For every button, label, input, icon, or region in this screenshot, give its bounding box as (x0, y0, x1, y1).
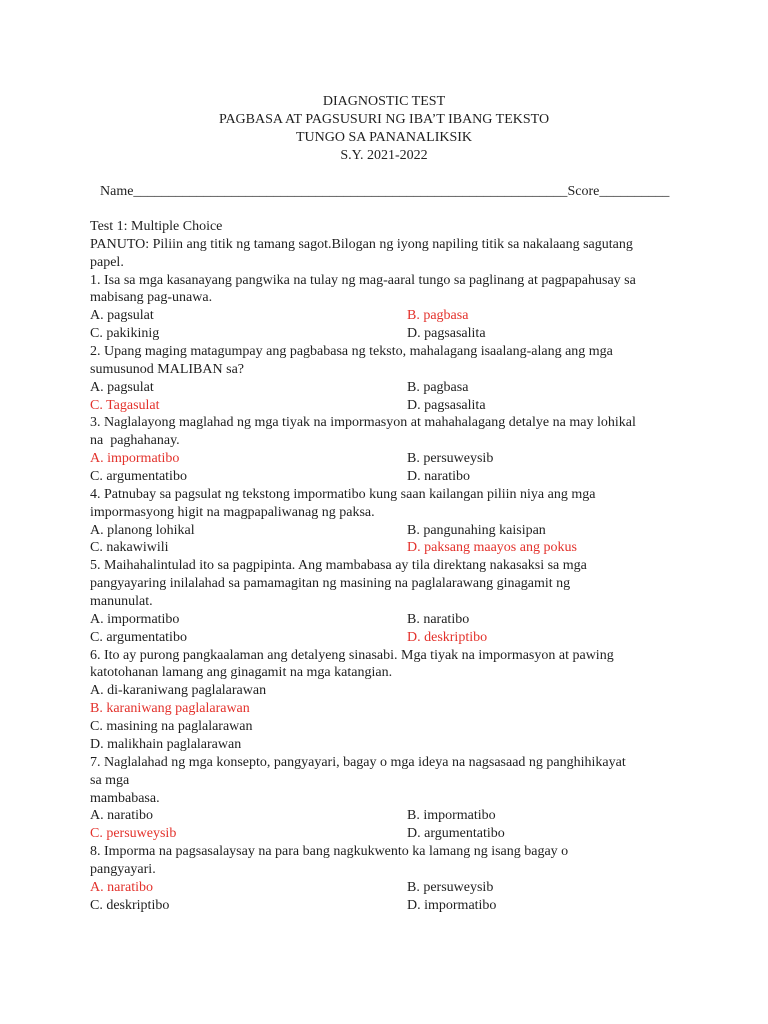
question-stem: sa mga (90, 772, 130, 788)
choice-d: D. paksang maayos ang pokus (407, 540, 577, 556)
answer-choices (90, 879, 730, 915)
choice-c: C. argumentatibo (90, 629, 187, 645)
section-title: Test 1: Multiple Choice (90, 219, 223, 234)
choice-d: D. pagsasalita (407, 326, 486, 342)
question-6 (90, 647, 730, 754)
score-field: Score__________ (567, 184, 670, 199)
instructions-line: PANUTO: Piliin ang titik ng tamang sagot.Bilogan ng iyong napiling titik sa nakalaang sagutang (90, 236, 633, 252)
choice-c: C. masining na paglalarawan (90, 719, 253, 735)
question-4 (90, 486, 730, 557)
test-title: DIAGNOSTIC TEST (322, 94, 446, 109)
choice-a: A. pagsulat (90, 379, 154, 395)
question-stem: 6. Ito ay purong pangkaalaman ang detalyeng sinasabi. Mga tiyak na impormasyon at pawing (90, 647, 614, 663)
choice-a: A. impormatibo (90, 611, 180, 627)
subtitle: TUNGO SA PANANALIKSIK (295, 129, 473, 145)
question-7 (90, 754, 730, 843)
document-header (0, 93, 768, 164)
question-stem: pangyayaring inilalahad sa pamamagitan ng masining na paglalarawang ginagamit ng (90, 576, 571, 592)
choice-c: C. persuweysib (90, 826, 177, 842)
answer-choices (90, 682, 730, 753)
question-stem: manunulat. (90, 594, 153, 610)
question-8 (90, 843, 730, 914)
choice-b: B. impormatibo (407, 808, 496, 824)
choice-b: B. karaniwang paglalarawan (90, 701, 250, 717)
choice-c: C. argumentatibo (90, 469, 187, 485)
choice-c: C. Tagasulat (90, 397, 160, 413)
question-5 (90, 557, 730, 646)
question-stem: 4. Patnubay sa pagsulat ng tekstong impormatibo kung saan kailangan piliin niya ang mga (90, 486, 596, 502)
name-field: Name______________________________________________________________ (100, 184, 568, 199)
question-stem: 8. Imporma na pagsasalaysay na para bang nagkukwento ka lamang ng isang bagay o (90, 844, 569, 860)
question-stem: katotohanan lamang ang ginagamit na mga katangian. (90, 665, 393, 681)
question-stem: 5. Maihahalintulad ito sa pagpipinta. Ang mambabasa ay tila direktang nakasaksi sa mga (90, 558, 587, 574)
answer-choices (90, 450, 730, 486)
answer-choices (90, 611, 730, 647)
choice-d: D. pagsasalita (407, 397, 486, 413)
question-stem: na paghahanay. (90, 433, 180, 449)
school-year: S.Y. 2021-2022 (340, 147, 428, 163)
subject-title: PAGBASA AT PAGSUSURI NG IBA’T IBANG TEKSTO (218, 111, 550, 127)
question-stem: sumusunod MALIBAN sa? (90, 361, 244, 377)
instructions-line: papel. (90, 254, 124, 270)
choice-b: B. persuweysib (407, 451, 494, 467)
answer-choices (90, 379, 730, 415)
question-stem: 2. Upang maging matagumpay ang pagbabasa ng teksto, mahalagang isaalang-alang ang mga (90, 344, 613, 360)
choice-a: A. pagsulat (90, 308, 154, 324)
question-stem: 1. Isa sa mga kasanayang pangwika na tulay ng mag-aaral tungo sa paglinang at pagpapahusay sa (90, 272, 636, 288)
question-stem: pangyayari. (90, 861, 156, 877)
choice-b: B. pangunahing kaisipan (407, 522, 546, 538)
question-stem: 7. Naglalahad ng mga konsepto, pangyayari, bagay o mga ideya na nagsasaad ng panghihikayat (90, 754, 626, 770)
choice-d: D. argumentatibo (407, 826, 505, 842)
choice-d: D. malikhain paglalarawan (90, 736, 242, 752)
choice-a: A. naratibo (90, 879, 153, 895)
question-3 (90, 414, 730, 485)
choice-b: B. naratibo (407, 611, 470, 627)
choice-a: A. naratibo (90, 808, 153, 824)
choice-c: C. nakawiwili (90, 540, 169, 556)
choice-b: B. pagbasa (407, 308, 469, 324)
question-stem: mambabasa. (90, 790, 160, 806)
choice-a: A. impormatibo (90, 451, 180, 467)
question-stem: mabisang pag-unawa. (90, 290, 213, 306)
question-1 (90, 272, 730, 343)
answer-choices (90, 807, 730, 843)
choice-d: D. impormatibo (407, 897, 497, 913)
test-content (90, 218, 730, 915)
question-stem: 3. Naglalayong maglahad ng mga tiyak na impormasyon at mahahalagang detalye na may lohikal (90, 415, 636, 431)
choice-d: D. naratibo (407, 469, 470, 485)
choice-c: C. deskriptibo (90, 897, 170, 913)
choice-c: C. pakikinig (90, 326, 160, 342)
choice-b: B. persuweysib (407, 879, 494, 895)
choice-a: A. planong lohikal (90, 522, 195, 538)
answer-choices (90, 307, 730, 343)
question-stem: impormasyong higit na magpapaliwanag ng paksa. (90, 504, 375, 520)
choice-d: D. deskriptibo (407, 629, 488, 645)
answer-choices (90, 522, 730, 558)
choice-b: B. pagbasa (407, 379, 469, 395)
choice-a: A. di-karaniwang paglalarawan (90, 683, 267, 699)
question-2 (90, 343, 730, 414)
name-score-line (100, 183, 669, 201)
